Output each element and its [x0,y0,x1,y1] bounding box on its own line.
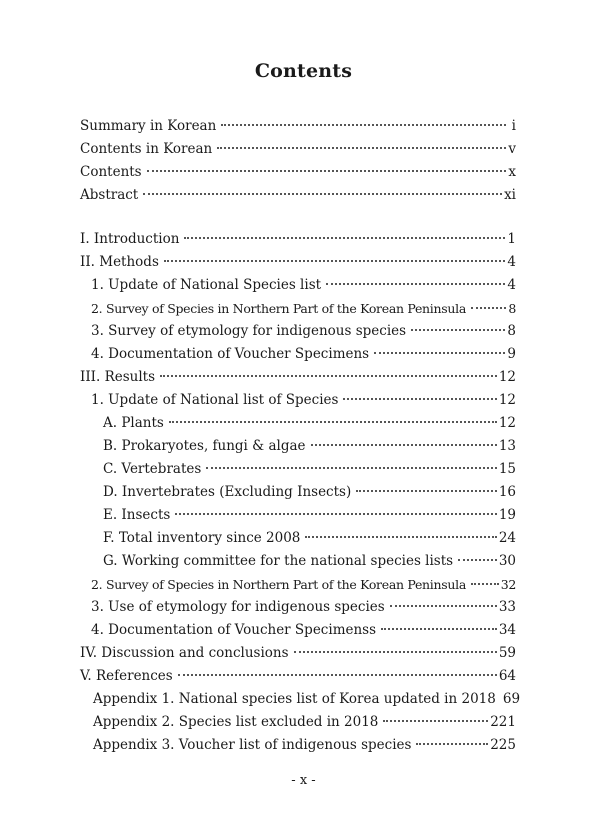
toc-entry-page: 30 [498,553,516,569]
toc-entry-label: III. Results [80,369,156,385]
dot-leader [326,283,505,285]
toc-entry-results-4[interactable] [80,619,516,642]
toc-entry-page: 13 [498,438,516,454]
toc-entry-label: B. Prokaryotes, fungi & algae [103,438,306,454]
toc-entry-page: v [508,141,516,157]
toc-entry-label: E. Insects [103,507,171,523]
toc-entry-results-1d[interactable] [80,481,516,504]
toc-entry-methods-1[interactable] [80,274,516,297]
toc-entry-page: xi [504,187,516,203]
toc-entry-page: 34 [498,622,516,638]
toc-entry-results-1b[interactable] [80,435,516,458]
dot-leader [221,124,506,126]
toc-entry-label: 3. Survey of etymology for indigenous species [91,323,407,339]
toc-entry-page: 8 [508,301,516,316]
dot-leader [381,628,497,630]
front-matter-section [80,115,516,207]
dot-leader [411,329,505,331]
toc-entry-discussion[interactable] [80,642,516,665]
toc-entry-page: 24 [498,530,516,546]
toc-entry-results-1c[interactable] [80,458,516,481]
dot-leader [147,170,506,172]
toc-entry-results-1g[interactable] [80,550,516,573]
dot-leader [356,490,497,492]
toc-entry-page: 19 [498,507,516,523]
dot-leader [383,720,488,722]
toc-entry-appendix-3[interactable] [80,734,516,757]
toc-entry-results[interactable] [80,366,516,389]
toc-entry-results-2[interactable] [80,573,516,596]
toc-entry-page: i [511,118,516,134]
dot-leader [311,444,497,446]
toc-entry-appendix-1[interactable] [80,688,521,711]
toc-entry-page: 12 [498,369,516,385]
toc-entry-page: 59 [498,645,516,661]
toc-entry-methods-3[interactable] [80,320,516,343]
dot-leader [471,307,506,309]
dot-leader [294,651,497,653]
toc-entry-results-1e[interactable] [80,504,516,527]
toc-entry-page: 9 [507,346,516,362]
toc-entry-contents-in-korean[interactable] [80,138,516,161]
toc-entry-page: 4 [507,254,516,270]
toc-entry-page: 69 [502,691,521,707]
page-number-footer: - x - [291,773,316,788]
toc-entry-page: 12 [498,415,516,431]
toc-entry-label: Appendix 1. National species list of Korea updated in 2018 [93,691,496,707]
toc-entry-page: 16 [498,484,516,500]
toc-entry-label: I. Introduction [80,231,180,247]
dot-leader [343,398,496,400]
toc-entry-references[interactable] [80,665,516,688]
dot-leader [175,513,497,515]
toc-entry-appendix-2[interactable] [80,711,516,734]
toc-entry-label: IV. Discussion and conclusions [80,645,289,661]
toc-entry-introduction[interactable] [80,228,516,251]
toc-entry-label: Abstract [80,187,139,203]
toc-entry-label: Appendix 3. Voucher list of indigenous species [93,737,412,753]
dot-leader [416,743,488,745]
toc-entry-page: 8 [507,323,516,339]
dot-leader [471,583,499,585]
toc-entry-results-3[interactable] [80,596,516,619]
toc-entry-page: 12 [498,392,516,408]
body-section [80,228,521,757]
dot-leader [374,352,505,354]
toc-entry-results-1f[interactable] [80,527,516,550]
toc-entry-page: 225 [490,737,516,753]
toc-entry-methods-4[interactable] [80,343,516,366]
toc-entry-page: 64 [498,668,516,684]
toc-entry-label: 4. Documentation of Voucher Specimens [91,346,370,362]
dot-leader [164,260,506,262]
dot-leader [217,147,506,149]
toc-entry-label: 3. Use of etymology for indigenous species [91,599,385,615]
toc-entry-page: 32 [500,577,516,592]
toc-entry-label: 2. Survey of Species in Northern Part of the Korean Peninsula [91,577,466,592]
page-title: Contents [254,60,353,82]
dot-leader [458,559,497,561]
toc-entry-page: 15 [498,461,516,477]
toc-entry-label: Contents in Korean [80,141,213,157]
toc-entry-methods[interactable] [80,251,516,274]
toc-entry-label: 1. Update of National list of Species [91,392,339,408]
toc-entry-label: C. Vertebrates [103,461,202,477]
toc-entry-label: II. Methods [80,254,159,270]
toc-entry-page: x [508,164,516,180]
toc-entry-abstract[interactable] [80,184,516,207]
toc-entry-page: 4 [507,277,516,293]
toc-entry-label: Contents [80,164,142,180]
toc-entry-label: Appendix 2. Species list excluded in 2018 [93,714,379,730]
dot-leader [169,421,497,423]
toc-entry-label: 4. Documentation of Voucher Specimenss [91,622,377,638]
toc-entry-page: 33 [498,599,516,615]
toc-entry-label: G. Working committee for the national species lists [103,553,454,569]
dot-leader [206,467,497,469]
toc-entry-methods-2[interactable] [80,297,516,320]
toc-entry-label: 2. Survey of Species in Northern Part of the Korean Peninsula [91,301,466,316]
toc-entry-label: A. Plants [103,415,164,431]
dot-leader [390,605,497,607]
dot-leader [305,536,496,538]
toc-entry-page: 1 [507,231,516,247]
toc-entry-summary-in-korean[interactable] [80,115,516,138]
toc-entry-label: 1. Update of National Species list [91,277,322,293]
table-of-contents [80,115,521,757]
toc-entry-results-1[interactable] [80,389,516,412]
dot-leader [184,237,505,239]
toc-entry-contents[interactable] [80,161,516,184]
toc-entry-page: 221 [490,714,516,730]
toc-entry-label: F. Total inventory since 2008 [103,530,301,546]
dot-leader [160,375,497,377]
toc-entry-label: Summary in Korean [80,118,217,134]
toc-entry-results-1a[interactable] [80,412,516,435]
toc-entry-label: D. Invertebrates (Excluding Insects) [103,484,352,500]
dot-leader [143,193,502,195]
dot-leader [178,674,497,676]
toc-entry-label: V. References [80,668,173,684]
